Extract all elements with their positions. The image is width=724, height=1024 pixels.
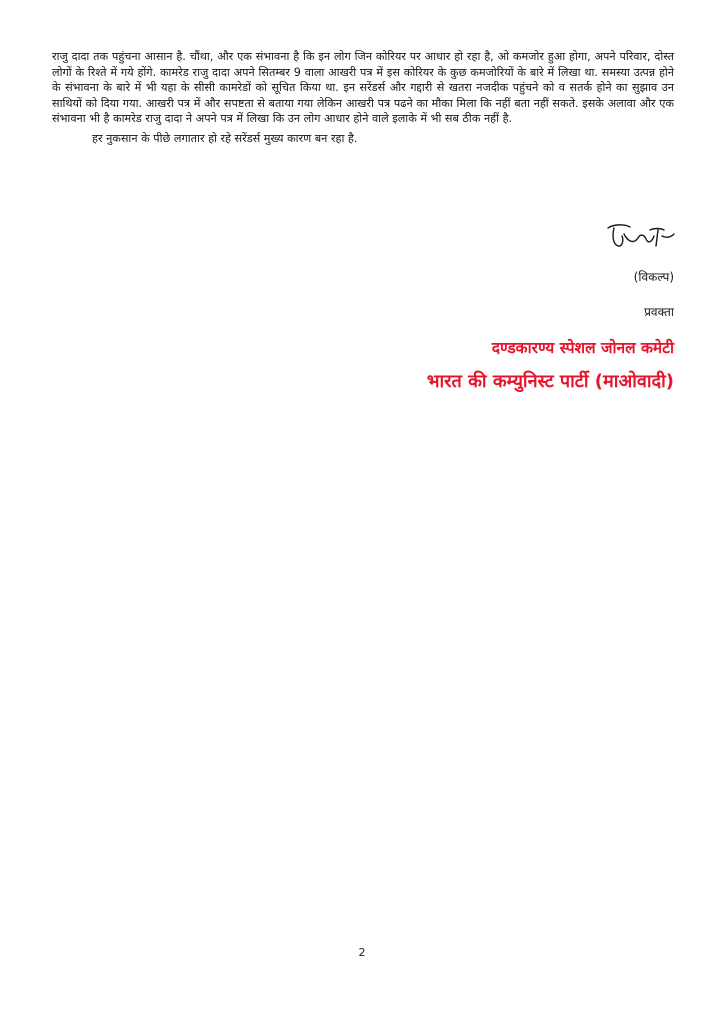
committee-name: दण्डकारण्य स्पेशल जोनल कमेटी xyxy=(491,339,674,357)
body-text xyxy=(52,49,674,147)
paragraph-1: राजु दादा तक पहुंचना आसान है. चौंथा, और एक संभावना है कि इन लोग जिन कोरियर पर आधार हो रहा है, ओ कमजोर हुआ होगा, अपने परिवार, दोस्त लोगों के रिश्ते में गये होंगे. कामरेड राजु दादा अपने सितम्बर 9 वाला आखरी पत्र में इस कोरियर के कुछ कमजोरियों के बारे में लिखा था. समस्या उत्पन्न होने के संभावना के बारे में भी यहा के सीसी कामरेडों को सूचित किया था. इन सरेंडर्स और गद्दारी से खतरा नजदीक पहुंचने को व सतर्क होने का सुझाव उन साथियों को दिया गया. आखरी पत्र में और सपष्टता से बताया गया लेकिन आखरी पत्र पढने का मौका मिला कि नहीं बता नहीं सकते. इसके अलावा और एक संभावना भी है कामरेड राजु दादा ने अपने पत्र में लिखा कि उन लोग आधार होने वाले इलाके में भी सब ठीक नहीं है. xyxy=(52,50,674,126)
page-number: 2 xyxy=(358,946,366,959)
signatory-name: (विकल्प) xyxy=(633,270,674,284)
party-name: भारत की कम्युनिस्ट पार्टी (माओवादी) xyxy=(426,371,674,392)
handwritten-signature xyxy=(604,216,676,254)
paragraph-2: हर नुकसान के पीछे लगातार हो रहे सरेंडर्स मुख्य कारण बन रहा है. xyxy=(92,131,358,145)
signatory-role: प्रवक्ता xyxy=(644,305,674,319)
